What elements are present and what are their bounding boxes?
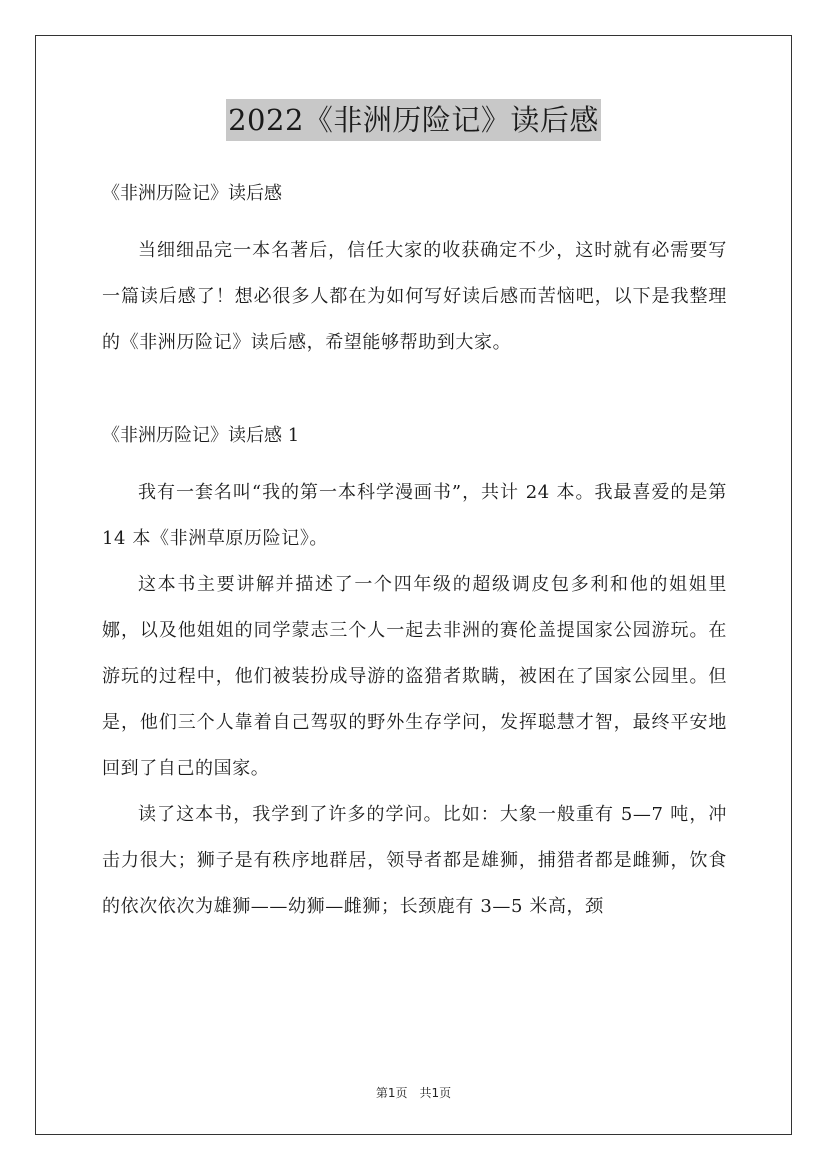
section-heading-1: 《非洲历险记》读后感 1 bbox=[102, 425, 300, 446]
document-body bbox=[102, 176, 727, 930]
document-title: 2022《非洲历险记》读后感 bbox=[226, 99, 601, 141]
body-paragraph: 我有一套名叫“我的第一本科学漫画书”，共计 24 本。我最喜爱的是第 14 本《非洲草原历险记》。 bbox=[102, 482, 727, 549]
intro-paragraph: 当细细品完一本名著后，信任大家的收获确定不少，这时就有必需要写一篇读后感了！想必很多人都在为如何写好读后感而苦恼吧，以下是我整理的《非洲历险记》读后感，希望能够帮助到大家。 bbox=[102, 240, 727, 353]
body-paragraph: 读了这本书，我学到了许多的学问。比如：大象一般重有 5—7 吨，冲击力很大；狮子是有秩序地群居，领导者都是雄狮，捕猎者都是雌狮，饮食的依次依次为雄狮——幼狮—雌狮；长颈鹿有 3—5 米高，颈 bbox=[102, 804, 727, 917]
section-heading-intro: 《非洲历险记》读后感 bbox=[102, 183, 282, 204]
title-container bbox=[0, 99, 827, 141]
page-number-footer: 第1页 共1页 bbox=[375, 1086, 452, 1100]
body-paragraph: 这本书主要讲解并描述了一个四年级的超级调皮包多利和他的姐姐里娜，以及他姐姐的同学蒙志三个人一起去非洲的赛伦盖提国家公园游玩。在游玩的过程中，他们被装扮成导游的盗猎者欺瞒，被困在了国家公园里。但是，他们三个人靠着自己驾驭的野外生存学问，发挥聪慧才智，最终平安地回到了自己的国家。 bbox=[102, 574, 727, 779]
